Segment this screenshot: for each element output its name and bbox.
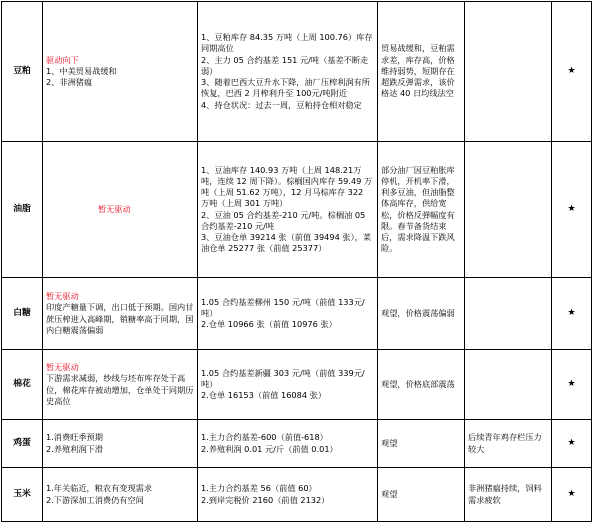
note-cell	[465, 350, 552, 420]
driver-line: 1.年关临近，粮农有变现需求	[46, 483, 153, 494]
table-row	[2, 468, 592, 522]
data-line: 1、豆粕库存 84.35 万吨（上周 100.76）库存同期高位	[201, 32, 373, 54]
data-line: 1.主力合约基差 56（前值 60）	[201, 483, 317, 494]
data-cell	[198, 350, 378, 420]
rating-star: ★	[552, 420, 592, 468]
note-cell: 后续青年鸡存栏压力较大	[465, 420, 552, 468]
note-cell	[465, 142, 552, 278]
data-line: 1.主力合约基差-600（前值-618）	[201, 432, 328, 443]
driver-line: 印度产糖量下调，出口低于预期。国内甘蔗压榨进入高峰期，销糖率高于同期，国内白糖震荡偏弱	[46, 302, 194, 335]
driver-line: 2.养殖利润下滑	[46, 443, 103, 454]
data-line: 3、豆油仓单 39214 张（前值 39494 张），菜油仓单 25277 张（前值 25377）	[201, 231, 372, 254]
driver-line: 暂无驱动	[46, 362, 79, 373]
view-cell: 部分油厂因豆粕胀库停机，开机率下滑，利多豆油，但油脂整体高库存，供给宽松，价格反弹幅度有限。春节备货结束后，需求降温下跌风险。	[378, 142, 465, 278]
commodity-name: 豆粕	[2, 2, 43, 142]
table-row	[2, 420, 592, 468]
data-line: 2、主力 05 合约基差 151 元/吨（基差不断走弱）	[201, 54, 369, 76]
rating-star: ★	[552, 350, 592, 420]
driver-line: 1.消费旺季预期	[46, 432, 103, 443]
data-cell	[198, 468, 378, 522]
data-cell	[198, 142, 378, 278]
view-cell: 观望，价格震荡偏弱	[378, 278, 465, 350]
data-cell	[198, 2, 378, 142]
driver-line: 暂无驱动	[46, 291, 79, 302]
driver-cell	[43, 142, 198, 278]
driver-line: 1、中美贸易战缓和	[46, 65, 117, 76]
driver-line: 下游需求减弱，纱线与坯布库存处于高位，棉花库存被动增加，仓单处于同期历史高位	[46, 373, 194, 406]
data-line: 2.养殖利润 0.01 元/斤（前值 0.01）	[201, 443, 338, 454]
data-line: 2.仓单 16153（前值 16084 张）	[201, 390, 327, 401]
table-row	[2, 2, 592, 142]
table-row	[2, 142, 592, 278]
driver-cell	[43, 278, 198, 350]
driver-line: 2.下游深加工消费仍有空间	[46, 494, 144, 505]
data-line: 1、豆油库存 140.93 万吨（上周 148.21万吨，连续 12 周下降）。棕榈国内库存 59.49 万吨（上周 51.62 万吨），12 月马棕库存 322 万吨（上周 301 万吨）	[201, 164, 373, 209]
commodity-strategy-table	[1, 1, 592, 522]
table-row	[2, 278, 592, 350]
data-line: 2.到岸完税价 2160（前值 2132）	[201, 494, 330, 505]
note-cell	[465, 278, 552, 350]
view-cell: 观望	[378, 468, 465, 522]
data-line: 1.05 合约基差柳州 150 元/吨（前值 133元/吨）	[201, 296, 365, 318]
driver-line: 暂无驱动	[98, 203, 131, 214]
data-cell	[198, 420, 378, 468]
data-line: 2.仓单 10966 张（前值 10976 张）	[201, 319, 337, 330]
data-line: 3、随着巴西大豆升水下降，油厂压榨利润有所恢复，巴西 2 月榨利升至 100元/吨附近	[201, 77, 370, 99]
data-line: 1.05 合约基差新疆 303 元/吨（前值 339元/吨）	[201, 367, 365, 389]
driver-line: 2、非洲猪瘟	[46, 77, 93, 88]
driver-cell	[43, 468, 198, 522]
commodity-name: 棉花	[2, 350, 43, 420]
view-cell: 观望	[378, 420, 465, 468]
commodity-name: 玉米	[2, 468, 43, 522]
driver-line: 驱动向下	[46, 54, 79, 65]
rating-star: ★	[552, 468, 592, 522]
strategy-table-wrapper	[1, 1, 591, 525]
driver-cell	[43, 2, 198, 142]
data-cell	[198, 278, 378, 350]
data-line: 4、持仓状况：过去一周，豆粕持仓相对稳定	[201, 99, 362, 110]
driver-cell	[43, 420, 198, 468]
commodity-name: 油脂	[2, 142, 43, 278]
note-cell: 非洲猪瘟持续，饲料需求疲软	[465, 468, 552, 522]
commodity-name: 鸡蛋	[2, 420, 43, 468]
commodity-name: 白糖	[2, 278, 43, 350]
view-cell: 贸易战缓和，豆粕需求差，库存高，价格维持弱势，短期存在超跌反弹需求，该价格达 40 日均线法空	[378, 2, 465, 142]
rating-star: ★	[552, 278, 592, 350]
rating-star: ★	[552, 142, 592, 278]
table-row	[2, 350, 592, 420]
rating-star: ★	[552, 2, 592, 142]
note-cell	[465, 2, 552, 142]
data-line: 2、豆油 05 合约基差-210 元/吨。棕榈油 05 合约基差-210 元/吨	[201, 209, 366, 231]
view-cell: 观望，价格底部震荡	[378, 350, 465, 420]
driver-cell	[43, 350, 198, 420]
